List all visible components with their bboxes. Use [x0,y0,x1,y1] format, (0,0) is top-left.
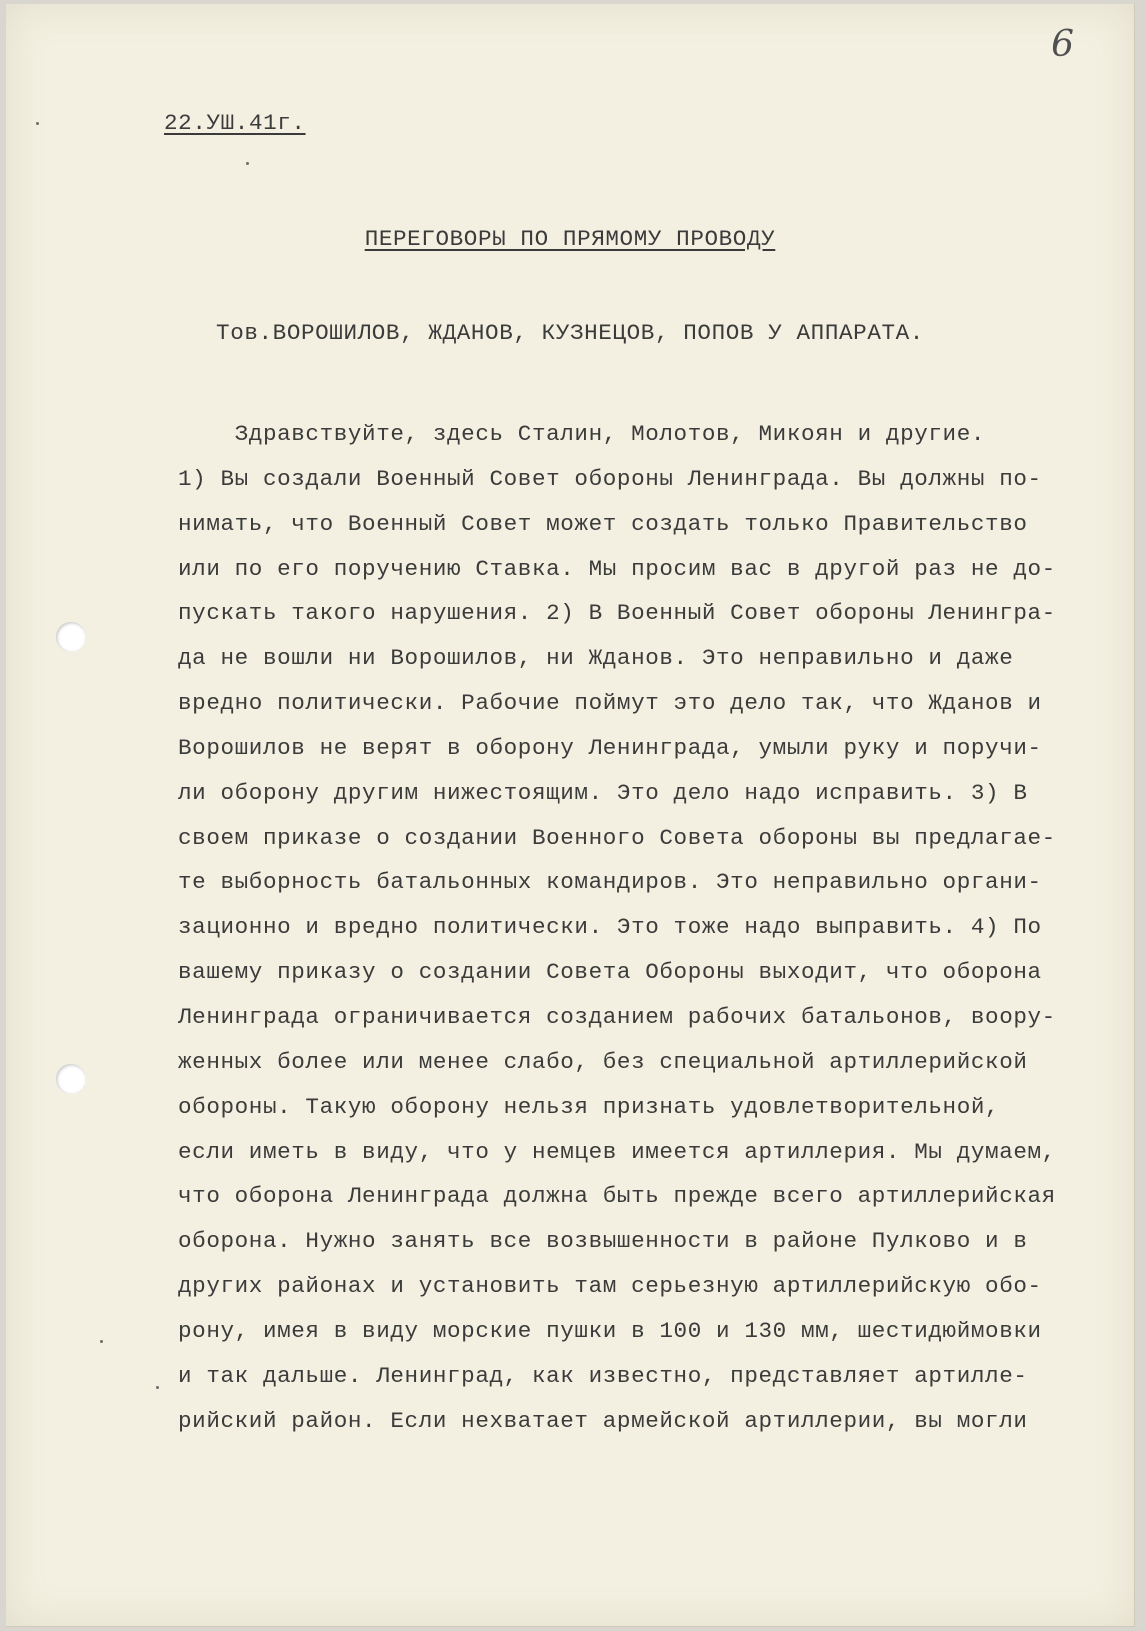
punch-hole [56,1064,86,1094]
document-addressees: Тов.ВОРОШИЛОВ, ЖДАНОВ, КУЗНЕЦОВ, ПОПОВ У АППАРАТА. [216,320,924,346]
paper-speck [36,122,39,125]
body-line: 1) Вы создали Военный Совет обороны Ленинграда. Вы должны по- [178,465,1042,492]
body-line: Ворошилов не верят в оборону Ленинграда, умыли руку и поручи- [178,734,1042,761]
paper-speck [156,1386,159,1389]
document-title [6,226,1134,252]
document-page [6,4,1135,1627]
body-line: рийский район. Если нехватает армейской артиллерии, вы могли [178,1407,1028,1434]
body-line: если иметь в виду, что у немцев имеется артиллерия. Мы думаем, [178,1138,1056,1165]
body-line: женных более или менее слабо, без специальной артиллерийской [178,1048,1028,1075]
punch-hole [56,622,86,652]
handwritten-page-number: 6 [1051,24,1074,65]
document-date: 22.УШ.41г. [164,110,306,136]
body-line: вашему приказу о создании Совета Обороны выходит, что оборона [178,959,1042,986]
body-line: и так дальше. Ленинград, как известно, представляет артилле- [178,1362,1028,1389]
body-line: вредно политически. Рабочие поймут это дело так, что Жданов и [178,690,1042,717]
paper-speck [100,1340,103,1343]
body-line: других районах и установить там серьезную артиллерийскую обо- [178,1273,1042,1300]
body-line: пускать такого нарушения. 2) В Военный Совет обороны Ленингра- [178,600,1056,627]
body-line: зационно и вредно политически. Это тоже надо выправить. 4) По [178,914,1042,941]
body-line: или по его поручению Ставка. Мы просим вас в другой раз не до- [178,555,1056,582]
body-line: Здравствуйте, здесь Сталин, Молотов, Микоян и другие. [178,421,986,447]
body-line: обороны. Такую оборону нельзя признать удовлетворительной, [178,1093,1000,1120]
body-line: своем приказе о создании Военного Совета обороны вы предлагае- [178,824,1056,851]
document-title-text: ПЕРЕГОВОРЫ ПО ПРЯМОМУ ПРОВОДУ [364,226,776,252]
body-line: Ленинграда ограничивается созданием рабочих батальонов, воору- [178,1003,1056,1030]
body-line: ли оборону другим нижестоящим. Это дело надо исправить. 3) В [178,779,1028,806]
document-body [178,412,1118,1443]
body-line: те выборность батальонных командиров. Это неправильно органи- [178,869,1042,896]
paper-speck [246,162,249,165]
body-line: да не вошли ни Ворошилов, ни Жданов. Это неправильно и даже [178,645,1014,672]
body-line: что оборона Ленинграда должна быть прежде всего артиллерийская [178,1183,1056,1210]
body-line: рону, имея в виду морские пушки в 100 и 130 мм, шестидюймовки [178,1317,1042,1344]
body-line: нимать, что Военный Совет может создать только Правительство [178,510,1028,537]
body-line: оборона. Нужно занять все возвышенности в районе Пулково и в [178,1228,1028,1255]
